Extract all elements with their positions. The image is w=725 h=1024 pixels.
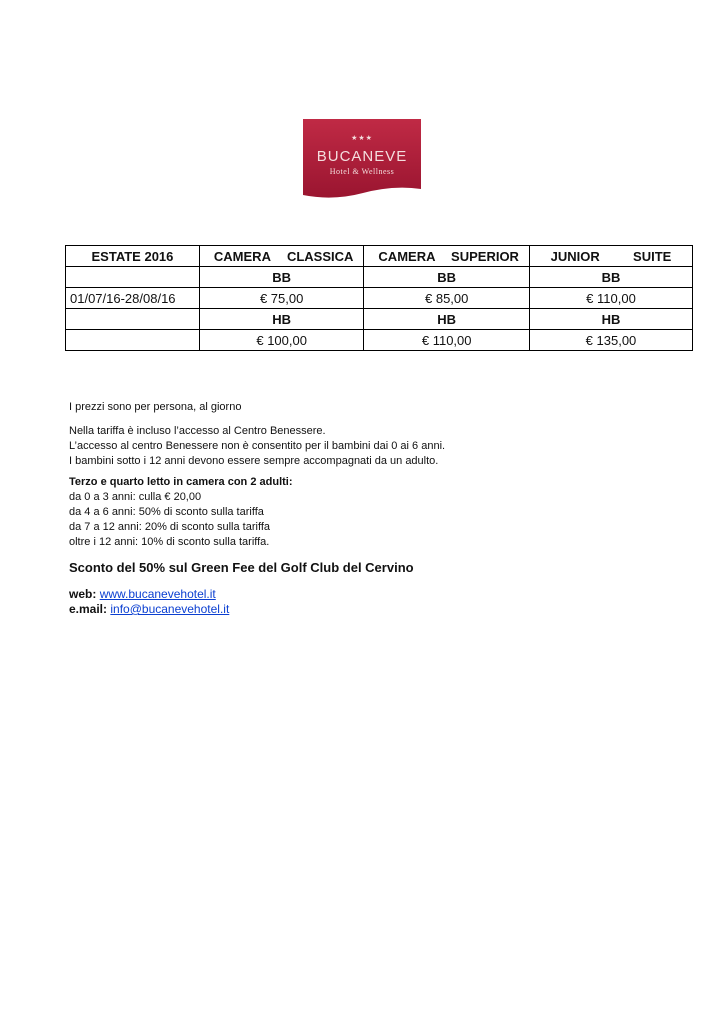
extra-bed-title: Terzo e quarto letto in camera con 2 adulti: bbox=[69, 476, 293, 488]
golf-promo: Sconto del 50% sul Green Fee del Golf Club del Cervino bbox=[69, 560, 414, 575]
note-children-spa: L’accesso al centro Benessere non è consentito per il bambini dai 0 ai 6 anni. bbox=[69, 440, 446, 452]
board-cell: BB bbox=[364, 267, 530, 288]
header-junior-suite bbox=[529, 246, 692, 267]
period-cell: 01/07/16-28/08/16 bbox=[66, 288, 200, 309]
price-cell: € 75,00 bbox=[199, 288, 364, 309]
email-label: e.mail: bbox=[69, 602, 108, 616]
period-cell bbox=[66, 330, 200, 351]
rates-table bbox=[65, 245, 693, 351]
note-children-adult: I bambini sotto i 12 anni devono essere sempre accompagnati da un adulto. bbox=[69, 455, 439, 467]
table-row bbox=[66, 267, 693, 288]
hotel-logo bbox=[303, 119, 421, 201]
notes-section bbox=[69, 400, 689, 617]
board-cell: HB bbox=[199, 309, 364, 330]
table-row bbox=[66, 288, 693, 309]
header-camera-superior bbox=[364, 246, 530, 267]
extra-bed-item: da 7 a 12 anni: 20% di sconto sulla tariffa bbox=[69, 521, 270, 533]
price-cell: € 85,00 bbox=[364, 288, 530, 309]
board-cell: HB bbox=[529, 309, 692, 330]
board-cell: BB bbox=[529, 267, 692, 288]
header-season: ESTATE 2016 bbox=[66, 246, 200, 267]
board-cell: BB bbox=[199, 267, 364, 288]
note-spa-included: Nella tariffa è incluso l’accesso al Centro Benessere. bbox=[69, 425, 326, 437]
price-cell: € 110,00 bbox=[364, 330, 530, 351]
table-row bbox=[66, 309, 693, 330]
board-cell: HB bbox=[364, 309, 530, 330]
header-label: JUNIOR bbox=[550, 248, 600, 264]
website-link[interactable]: www.bucanevehotel.it bbox=[99, 587, 216, 601]
header-label: SUPERIOR bbox=[451, 248, 519, 264]
extra-bed-item: da 4 a 6 anni: 50% di sconto sulla tariffa bbox=[69, 506, 264, 518]
logo-name: BUCANEVE bbox=[316, 148, 408, 165]
contact-block bbox=[69, 587, 689, 617]
price-cell: € 100,00 bbox=[199, 330, 364, 351]
extra-bed-item: da 0 a 3 anni: culla € 20,00 bbox=[69, 491, 202, 503]
extra-bed-item: oltre i 12 anni: 10% di sconto sulla tariffa. bbox=[69, 536, 270, 548]
header-camera-classica bbox=[199, 246, 364, 267]
price-cell: € 110,00 bbox=[529, 288, 692, 309]
header-label: CAMERA bbox=[378, 248, 436, 264]
logo-stars: ★★★ bbox=[351, 135, 373, 142]
logo-subtitle: Hotel & Wellness bbox=[329, 167, 395, 176]
web-label: web: bbox=[69, 587, 97, 601]
period-cell bbox=[66, 309, 200, 330]
table-row bbox=[66, 330, 693, 351]
period-cell bbox=[66, 267, 200, 288]
table-header-row bbox=[66, 246, 693, 267]
header-label: SUITE bbox=[633, 248, 672, 264]
email-link[interactable]: info@bucanevehotel.it bbox=[110, 602, 230, 616]
header-label: CLASSICA bbox=[286, 248, 354, 264]
note-per-person: I prezzi sono per persona, al giorno bbox=[69, 401, 242, 413]
header-label: CAMERA bbox=[213, 248, 271, 264]
price-cell: € 135,00 bbox=[529, 330, 692, 351]
